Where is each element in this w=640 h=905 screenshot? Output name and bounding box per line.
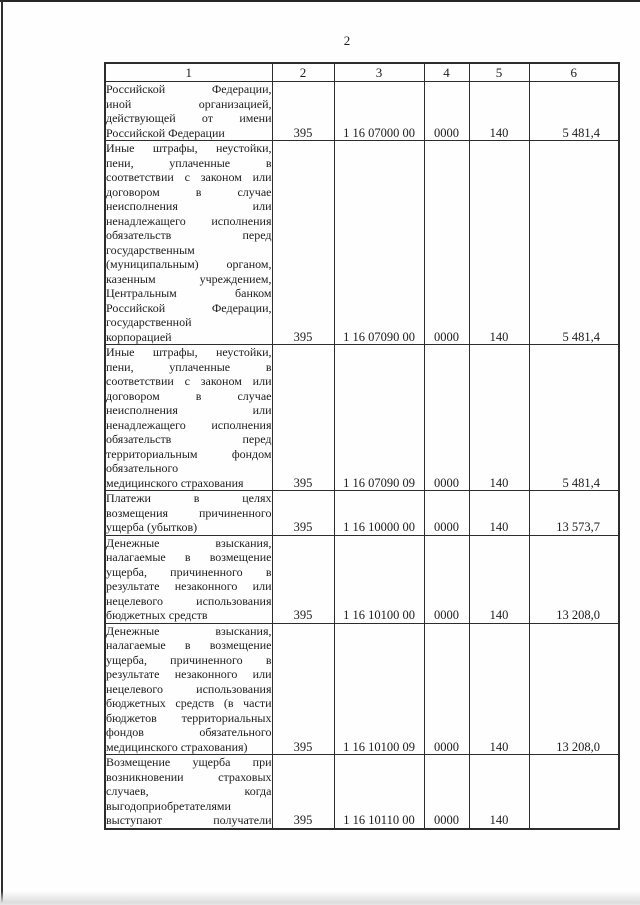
text-line: Российской Федерации, [106, 82, 272, 96]
text-line: медицинского страхования) [106, 739, 248, 754]
text-line: пени, уплаченные в [106, 155, 272, 170]
column-header-3: 3 [334, 63, 424, 82]
amount-cell [529, 755, 619, 829]
budget-codes-table [104, 62, 620, 830]
text-line: нецелевого использования [106, 681, 272, 696]
text-line: медицинского страхования [106, 475, 244, 490]
kosgu-code-cell: 140 [469, 535, 529, 623]
text-line: неисполнения или [106, 199, 272, 213]
text-line: Возмещение ущерба при [106, 755, 272, 769]
text-line: ущерба, причиненного в [106, 652, 272, 667]
text-line: возникновении страховых [106, 769, 272, 784]
text-line: налагаемые в возмещение [106, 638, 272, 652]
amount-cell: 5 481,4 [529, 345, 619, 491]
income-name-cell [105, 491, 272, 536]
text-line: соответствии с законом или [106, 374, 272, 388]
text-line: государственной [106, 315, 192, 329]
text-line: результате незаконного или [106, 579, 272, 593]
income-name-cell [105, 141, 272, 345]
subtype-code-cell: 0000 [424, 82, 469, 141]
text-line: Платежи в целях [106, 491, 272, 505]
text-line: иной организацией, [106, 96, 272, 111]
admin-code-cell: 395 [272, 345, 334, 491]
amount-cell: 13 573,7 [529, 491, 619, 536]
kosgu-code-cell: 140 [469, 491, 529, 536]
table-row [105, 491, 619, 536]
table-row [105, 141, 619, 345]
table-row [105, 755, 619, 829]
text-line: соответствии с законом или [106, 170, 272, 184]
text-line: ущерба, причиненного в [106, 564, 272, 579]
text-line: неисполнения или [106, 403, 272, 417]
text-line: случаев, когда [106, 784, 272, 798]
table-row [105, 535, 619, 623]
table-row [105, 345, 619, 491]
income-code-cell: 1 16 10000 00 [334, 491, 424, 536]
income-name-cell [105, 82, 272, 141]
text-line: возмещения причиненного [106, 505, 272, 520]
text-line: выгодоприобретателями [106, 798, 231, 813]
kosgu-code-cell: 140 [469, 755, 529, 829]
admin-code-cell: 395 [272, 141, 334, 345]
text-line: действующей от имени [106, 111, 272, 125]
subtype-code-cell: 0000 [424, 141, 469, 345]
column-header-2: 2 [272, 63, 334, 82]
text-line: бюджетных средств (в части [106, 696, 272, 710]
column-header-6: 6 [529, 63, 619, 82]
scan-bottom-shadow [0, 891, 640, 905]
text-line: договором в случае [106, 184, 272, 199]
text-line: результате незаконного или [106, 667, 272, 681]
text-line: Денежные взыскания, [106, 623, 272, 638]
text-line: бюджетов территориальных [106, 710, 272, 725]
income-code-cell: 1 16 07090 00 [334, 141, 424, 345]
text-line: ненадлежащего исполнения [106, 417, 272, 432]
income-code-cell: 1 16 10100 00 [334, 535, 424, 623]
amount-cell: 5 481,4 [529, 82, 619, 141]
table-row [105, 623, 619, 755]
amount-cell: 13 208,0 [529, 623, 619, 755]
income-name-cell [105, 623, 272, 755]
subtype-code-cell: 0000 [424, 491, 469, 536]
text-line: договором в случае [106, 388, 272, 403]
column-header-1: 1 [105, 63, 272, 82]
text-line: корпорацией [106, 329, 172, 344]
subtype-code-cell: 0000 [424, 755, 469, 829]
kosgu-code-cell: 140 [469, 623, 529, 755]
admin-code-cell: 395 [272, 82, 334, 141]
text-line: Центральным банком [106, 286, 272, 300]
text-line: обязательств перед [106, 432, 272, 446]
column-header-4: 4 [424, 63, 469, 82]
income-code-cell: 1 16 07000 00 [334, 82, 424, 141]
text-line: нецелевого использования [106, 593, 272, 608]
income-code-cell: 1 16 07090 09 [334, 345, 424, 491]
amount-cell: 13 208,0 [529, 535, 619, 623]
text-line: Российской Федерации [106, 125, 225, 140]
column-header-5: 5 [469, 63, 529, 82]
subtype-code-cell: 0000 [424, 345, 469, 491]
table-row [105, 82, 619, 141]
subtype-code-cell: 0000 [424, 535, 469, 623]
income-name-cell [105, 755, 272, 829]
kosgu-code-cell: 140 [469, 345, 529, 491]
text-line: фондов обязательного [106, 725, 272, 739]
text-line: Иные штрафы, неустойки, [106, 345, 272, 359]
table-body [105, 82, 619, 829]
admin-code-cell: 395 [272, 755, 334, 829]
table-header-row [105, 63, 619, 82]
income-name-cell [105, 345, 272, 491]
text-line: казенным учреждением, [106, 271, 272, 286]
text-line: выступают получатели [106, 813, 272, 827]
admin-code-cell: 395 [272, 623, 334, 755]
text-line: Российской Федерации, [106, 300, 272, 315]
text-line: государственным [106, 242, 195, 257]
text-line: (муниципальным) органом, [106, 257, 272, 271]
income-code-cell: 1 16 10110 00 [334, 755, 424, 829]
admin-code-cell: 395 [272, 535, 334, 623]
scan-top-edge [0, 0, 640, 2]
kosgu-code-cell: 140 [469, 82, 529, 141]
text-line: ненадлежащего исполнения [106, 213, 272, 228]
admin-code-cell: 395 [272, 491, 334, 536]
scan-left-edge [1, 0, 3, 905]
text-line: обязательного [106, 461, 179, 475]
subtype-code-cell: 0000 [424, 623, 469, 755]
kosgu-code-cell: 140 [469, 141, 529, 345]
text-line: бюджетных средств [106, 608, 208, 622]
text-line: ущерба (убытков) [106, 520, 198, 534]
text-line: налагаемые в возмещение [106, 550, 272, 564]
income-name-cell [105, 535, 272, 623]
income-code-cell: 1 16 10100 09 [334, 623, 424, 755]
text-line: пени, уплаченные в [106, 359, 272, 374]
amount-cell: 5 481,4 [529, 141, 619, 345]
text-line: Денежные взыскания, [106, 535, 272, 550]
text-line: территориальным фондом [106, 446, 272, 461]
text-line: обязательств перед [106, 228, 272, 242]
text-line: Иные штрафы, неустойки, [106, 141, 272, 155]
page-number: 2 [343, 33, 351, 48]
